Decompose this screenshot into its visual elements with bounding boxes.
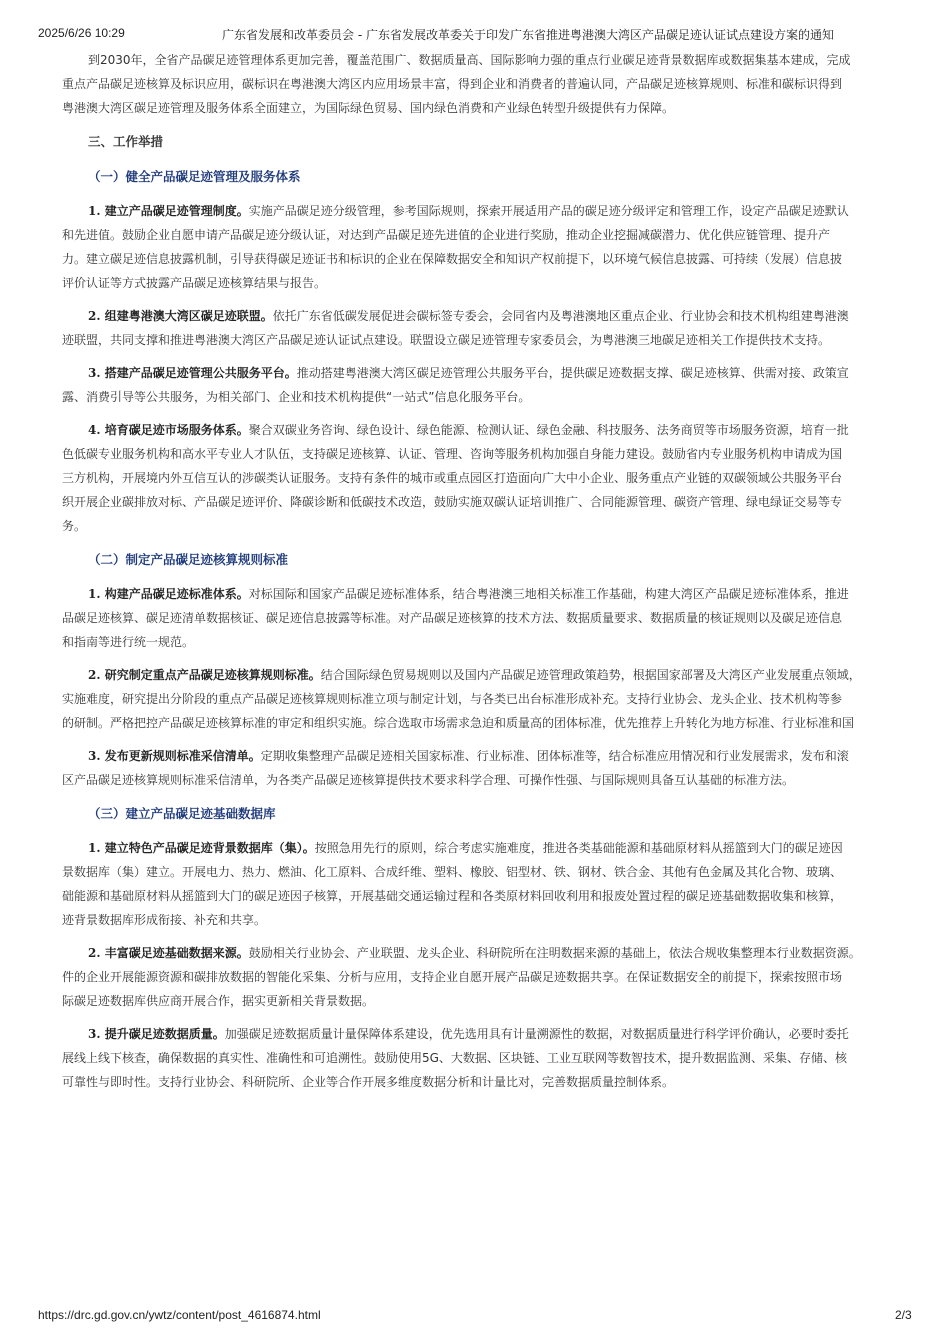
paragraph-lead: 2. 研究制定重点产品碳足迹核算规则标准。 [88, 668, 321, 682]
intro-line: 到2030年，全省产品碳足迹管理体系更加完善，覆盖范围广、数据质量高、国际影响力强的重点行业碳足迹背景数据库或数据集基本建成，完成 [88, 53, 851, 67]
paragraph-lead: 3. 发布更新规则标准采信清单。 [88, 749, 261, 763]
paragraph-line: 1. 构建产品碳足迹标准体系。对标国际和国家产品碳足迹标准体系，结合粤港澳三地相关标准工作基础，构建大湾区产品碳足迹标准体系，推进 [88, 587, 849, 601]
paragraph-line: 1. 建立特色产品碳足迹背景数据库（集）。按照急用先行的原则，综合考虑实施难度，推进各类基础能源和基础原材料从摇篮到大门的碳足迹因 [88, 841, 843, 855]
paragraph-line: 色低碳专业服务机构和高水平专业人才队伍，支持碳足迹核算、认证、管理、咨询等服务机构加强自身能力建设。鼓励省内专业服务机构申请成为国 [62, 447, 843, 461]
paragraph-lead: 1. 建立产品碳足迹管理制度。 [88, 204, 249, 218]
paragraph-lead: 3. 搭建产品碳足迹管理公共服务平台。 [88, 366, 297, 380]
paragraph-line: 3. 发布更新规则标准采信清单。定期收集整理产品碳足迹相关国家标准、行业标准、团体标准等，结合标准应用情况和行业发展需求，发布和滚 [88, 749, 849, 763]
paragraph-line: 力。建立碳足迹信息披露机制，引导获得碳足迹证书和标识的企业在保障数据安全和知识产权前提下，以环境气候信息披露、可持续（发展）信息披 [62, 252, 843, 266]
paragraph-line: 3. 搭建产品碳足迹管理公共服务平台。推动搭建粤港澳大湾区碳足迹管理公共服务平台，提供碳足迹数据支撑、碳足迹核算、供需对接、政策宣 [88, 366, 849, 380]
print-datetime: 2025/6/26 10:29 [38, 26, 125, 40]
paragraph-lead: 4. 培育碳足迹市场服务体系。 [88, 423, 249, 437]
paragraph-line: 的研制。严格把控产品碳足迹核算标准的审定和组织实施。综合选取市场需求急迫和质量高的团体标准，优先推荐上升转化为地方标准、行业标准和国 [62, 716, 855, 730]
paragraph-line: 露、消费引导等公共服务，为相关部门、企业和技术机构提供“一站式”信息化服务平台。 [62, 390, 531, 404]
paragraph-line: 础能源和基础原材料从摇篮到大门的碳足迹因子核算，开展基础交通运输过程和各类原材料回收利用和报废处置过程的碳足迹基础数据收集和核算， [62, 889, 843, 903]
paragraph-lead: 3. 提升碳足迹数据质量。 [88, 1027, 225, 1041]
paragraph-line: 和指南等进行统一规范。 [62, 635, 195, 649]
article-body [62, 48, 908, 1094]
paragraph-line: 评价认证等方式披露产品碳足迹核算结果与报告。 [62, 276, 327, 290]
subsection-heading-3: （三）建立产品碳足迹基础数据库 [88, 806, 276, 821]
paragraph-line: 3. 提升碳足迹数据质量。加强碳足迹数据质量计量保障体系建设，优先选用具有计量溯源性的数据，对数据质量进行科学评价确认，必要时委托 [88, 1027, 849, 1041]
print-url: https://drc.gd.gov.cn/ywtz/content/post_4616874.html [38, 1308, 321, 1322]
intro-line: 粤港澳大湾区碳足迹管理及服务体系全面建立，为国际绿色贸易、国内绿色消费和产业绿色转型升级提供有力保障。 [62, 101, 675, 115]
paragraph-line: 品碳足迹核算、碳足迹清单数据核证、碳足迹信息披露等标准。对产品碳足迹核算的技术方法、数据质量要求、数据质量的核证规则以及碳足迹信息 [62, 611, 843, 625]
paragraph-line: 件的企业开展能源资源和碳排放数据的智能化采集、分析与应用，支持企业自愿开展产品碳足迹数据共享。在保证数据安全的前提下，探索按照市场 [62, 970, 843, 984]
paragraph-line: 景数据库（集）建立。开展电力、热力、燃油、化工原料、合成纤维、塑料、橡胶、铝型材、铁、钢材、铁合金、其他有色金属及其化合物、玻璃、 [62, 865, 843, 879]
paragraph-line: 展线上线下核查，确保数据的真实性、准确性和可追溯性。鼓励使用5G、大数据、区块链、工业互联网等数智技术，提升数据监测、采集、存储、核 [62, 1051, 847, 1065]
print-page-title: 广东省发展和改革委员会 - 广东省发展改革委关于印发广东省推进粤港澳大湾区产品碳足迹认证试点建设方案的通知 [222, 28, 834, 42]
paragraph-line: 际碳足迹数据库供应商开展合作，据实更新相关背景数据。 [62, 994, 375, 1008]
paragraph-line: 迹联盟，共同支撑和推进粤港澳大湾区产品碳足迹认证试点建设。联盟设立碳足迹管理专家委员会，为粤港澳三地碳足迹相关工作提供技术支持。 [62, 333, 831, 347]
paragraph-line: 迹背景数据库形成衔接、补充和共享。 [62, 913, 267, 927]
paragraph-line: 2. 丰富碳足迹基础数据来源。鼓励相关行业协会、产业联盟、龙头企业、科研院所在注明数据来源的基础上，依法合规收集整理本行业数据资源。 [88, 946, 861, 960]
paragraph-line: 可靠性与即时性。支持行业协会、科研院所、企业等合作开展多维度数据分析和计量比对，完善数据质量控制体系。 [62, 1075, 675, 1089]
paragraph-line: 务。 [62, 519, 87, 533]
subsection-heading-2: （二）制定产品碳足迹核算规则标准 [88, 552, 289, 567]
subsection-heading-1: （一）健全产品碳足迹管理及服务体系 [88, 169, 301, 184]
paragraph-lead: 1. 建立特色产品碳足迹背景数据库（集）。 [88, 841, 315, 855]
section-heading: 三、工作举措 [88, 134, 164, 149]
paragraph-line: 1. 建立产品碳足迹管理制度。实施产品碳足迹分级管理，参考国际规则，探索开展适用产品的碳足迹分级评定和管理工作，设定产品碳足迹默认 [88, 204, 849, 218]
intro-line: 重点产品碳足迹核算及标识应用，碳标识在粤港澳大湾区内应用场景丰富，得到企业和消费者的普遍认同，产品碳足迹核算规则、标准和碳标识得到 [62, 77, 843, 91]
paragraph-line: 2. 研究制定重点产品碳足迹核算规则标准。结合国际绿色贸易规则以及国内产品碳足迹管理政策趋势，根据国家部署及大湾区产业发展重点领域， [88, 668, 861, 682]
paragraph-line: 区产品碳足迹核算规则标准采信清单，为各类产品碳足迹核算提供技术要求科学合理、可操作性强、与国际规则具备互认基础的标准方法。 [62, 773, 795, 787]
paragraph-line: 三方机构，开展境内外互信互认的涉碳类认证服务。支持有条件的城市或重点园区打造面向广大中小企业、服务重点产业链的双碳领域公共服务平台 [62, 471, 843, 485]
paragraph-line: 实施难度，研究提出分阶段的重点产品碳足迹核算规则标准立项与制定计划，与各类已出台标准形成补充。支持行业协会、龙头企业、技术机构等参 [62, 692, 843, 706]
paragraph-lead: 1. 构建产品碳足迹标准体系。 [88, 587, 249, 601]
paragraph-line: 和先进值。鼓励企业自愿申请产品碳足迹分级认证，对达到产品碳足迹先进值的企业进行奖励，推动企业挖掘减碳潜力、优化供应链管理、提升产 [62, 228, 831, 242]
page-number: 2/3 [895, 1308, 912, 1322]
paragraph-line: 织开展企业碳排放对标、产品碳足迹评价、降碳诊断和低碳技术改造，鼓励实施双碳认证培训推广、合同能源管理、碳资产管理、绿电绿证交易等专 [62, 495, 843, 509]
paragraph-line: 2. 组建粤港澳大湾区碳足迹联盟。依托广东省低碳发展促进会碳标签专委会，会同省内及粤港澳地区重点企业、行业协会和技术机构组建粤港澳 [88, 309, 849, 323]
paragraph-line: 4. 培育碳足迹市场服务体系。聚合双碳业务咨询、绿色设计、绿色能源、检测认证、绿色金融、科技服务、法务商贸等市场服务资源，培育一批 [88, 423, 849, 437]
paragraph-lead: 2. 丰富碳足迹基础数据来源。 [88, 946, 249, 960]
paragraph-lead: 2. 组建粤港澳大湾区碳足迹联盟。 [88, 309, 273, 323]
